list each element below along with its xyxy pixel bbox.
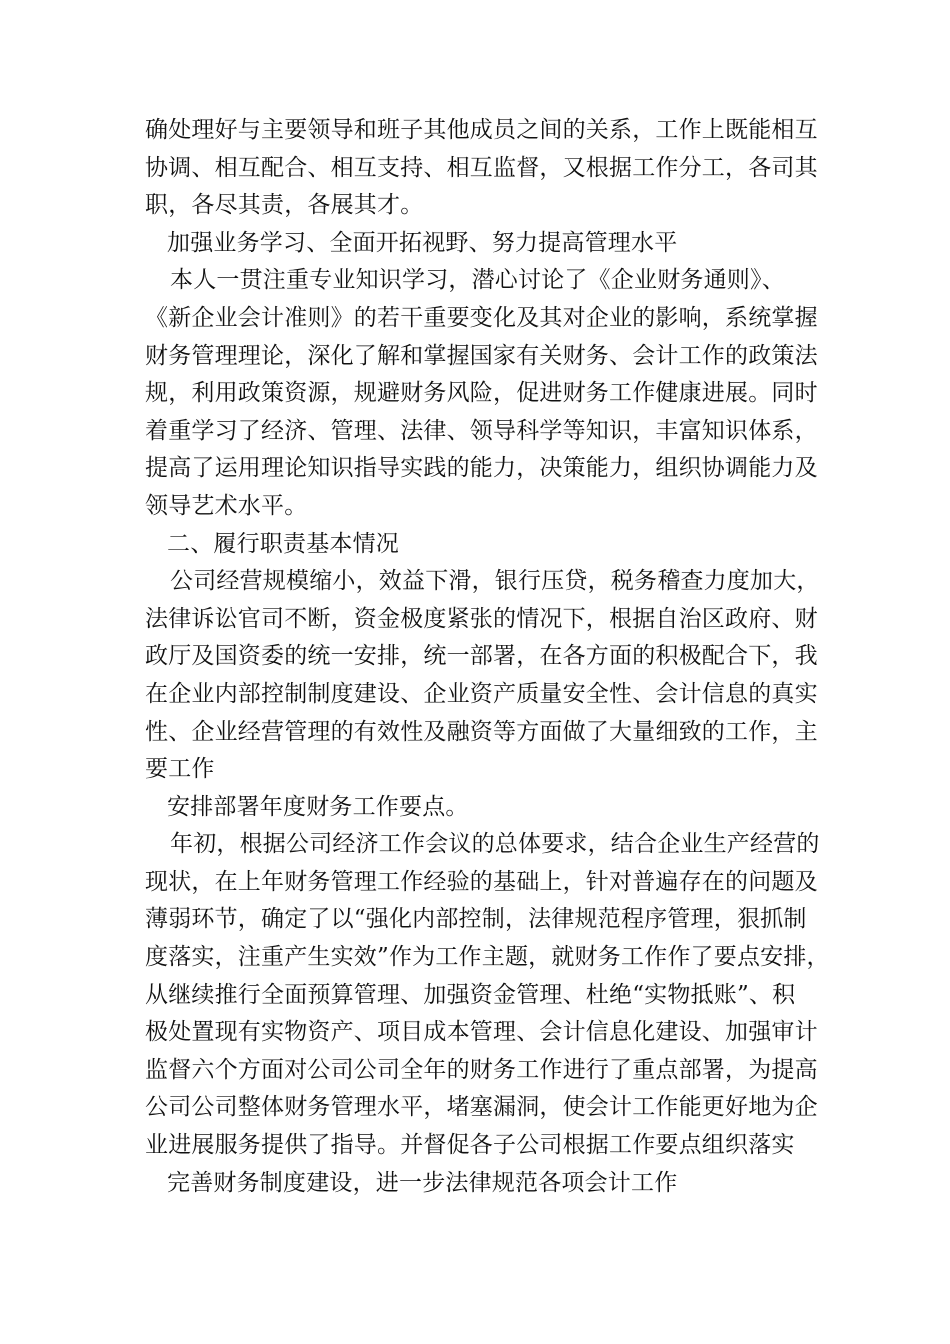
text-line: 要工作 [145, 756, 215, 783]
text-line: 度落实，注重产生实效”作为工作主题，就财务工作作了要点安排， [145, 944, 830, 971]
text-line: 《新企业会计准则》的若干重要变化及其对企业的影响，系统掌握 [145, 304, 818, 331]
text-line: 业进展服务提供了指导。并督促各子公司根据工作要点组织落实 [145, 1132, 795, 1159]
text-line: 政厅及国资委的统一安排，统一部署，在各方面的积极配合下，我 [145, 643, 818, 670]
document-body [145, 112, 835, 1202]
text-line: 法律诉讼官司不断，资金极度紧张的情况下，根据自治区政府、财 [145, 605, 818, 632]
text-line: 领导艺术水平。 [145, 492, 308, 519]
text-line: 确处理好与主要领导和班子其他成员之间的关系，工作上既能相互 [145, 117, 818, 143]
text-line: 极处置现有实物资产、项目成本管理、会计信息化建设、加强审计 [145, 1019, 818, 1046]
section-heading: 加强业务学习、全面开拓视野、努力提高管理水平 [167, 229, 678, 256]
paragraph-start-line: 本人一贯注重专业知识学习，潜心讨论了《企业财务通则》、 [170, 267, 785, 294]
text-line: 职，各尽其责，各展其才。 [145, 192, 424, 219]
text-line: 性、企业经营管理的有效性及融资等方面做了大量细致的工作，主 [145, 718, 818, 745]
section-heading: 完善财务制度建设，进一步法律规范各项会计工作 [167, 1169, 678, 1196]
section-heading: 安排部署年度财务工作要点。 [167, 793, 469, 820]
text-line: 监督六个方面对公司公司全年的财务工作进行了重点部署，为提高 [145, 1056, 818, 1083]
text-line: 从继续推行全面预算管理、加强资金管理、杜绝“实物抵账”、积 [145, 981, 796, 1008]
text-line: 提高了运用理论知识指导实践的能力，决策能力，组织协调能力及 [145, 455, 818, 482]
text-line: 着重学习了经济、管理、法律、领导科学等知识，丰富知识体系， [145, 417, 818, 444]
text-line: 现状，在上年财务管理工作经验的基础上，针对普遍存在的问题及 [145, 868, 818, 895]
text-line: 薄弱环节，确定了以“强化内部控制，法律规范程序管理，狠抓制 [145, 906, 807, 933]
paragraph-start-line: 年初，根据公司经济工作会议的总体要求，结合企业生产经营的 [170, 831, 820, 858]
text-line: 规，利用政策资源，规避财务风险，促进财务工作健康进展。同时 [145, 380, 818, 407]
text-line: 财务管理理论，深化了解和掌握国家有关财务、会计工作的政策法 [145, 342, 818, 369]
section-heading: 二、履行职责基本情况 [167, 530, 399, 557]
paragraph-start-line: 公司经营规模缩小，效益下滑，银行压贷，税务稽查力度加大， [170, 568, 820, 595]
text-line: 在企业内部控制制度建设、企业资产质量安全性、会计信息的真实 [145, 680, 818, 707]
text-line: 公司公司整体财务管理水平，堵塞漏洞，使会计工作能更好地为企 [145, 1094, 818, 1121]
text-line: 协调、相互配合、相互支持、相互监督，又根据工作分工，各司其 [145, 154, 818, 181]
